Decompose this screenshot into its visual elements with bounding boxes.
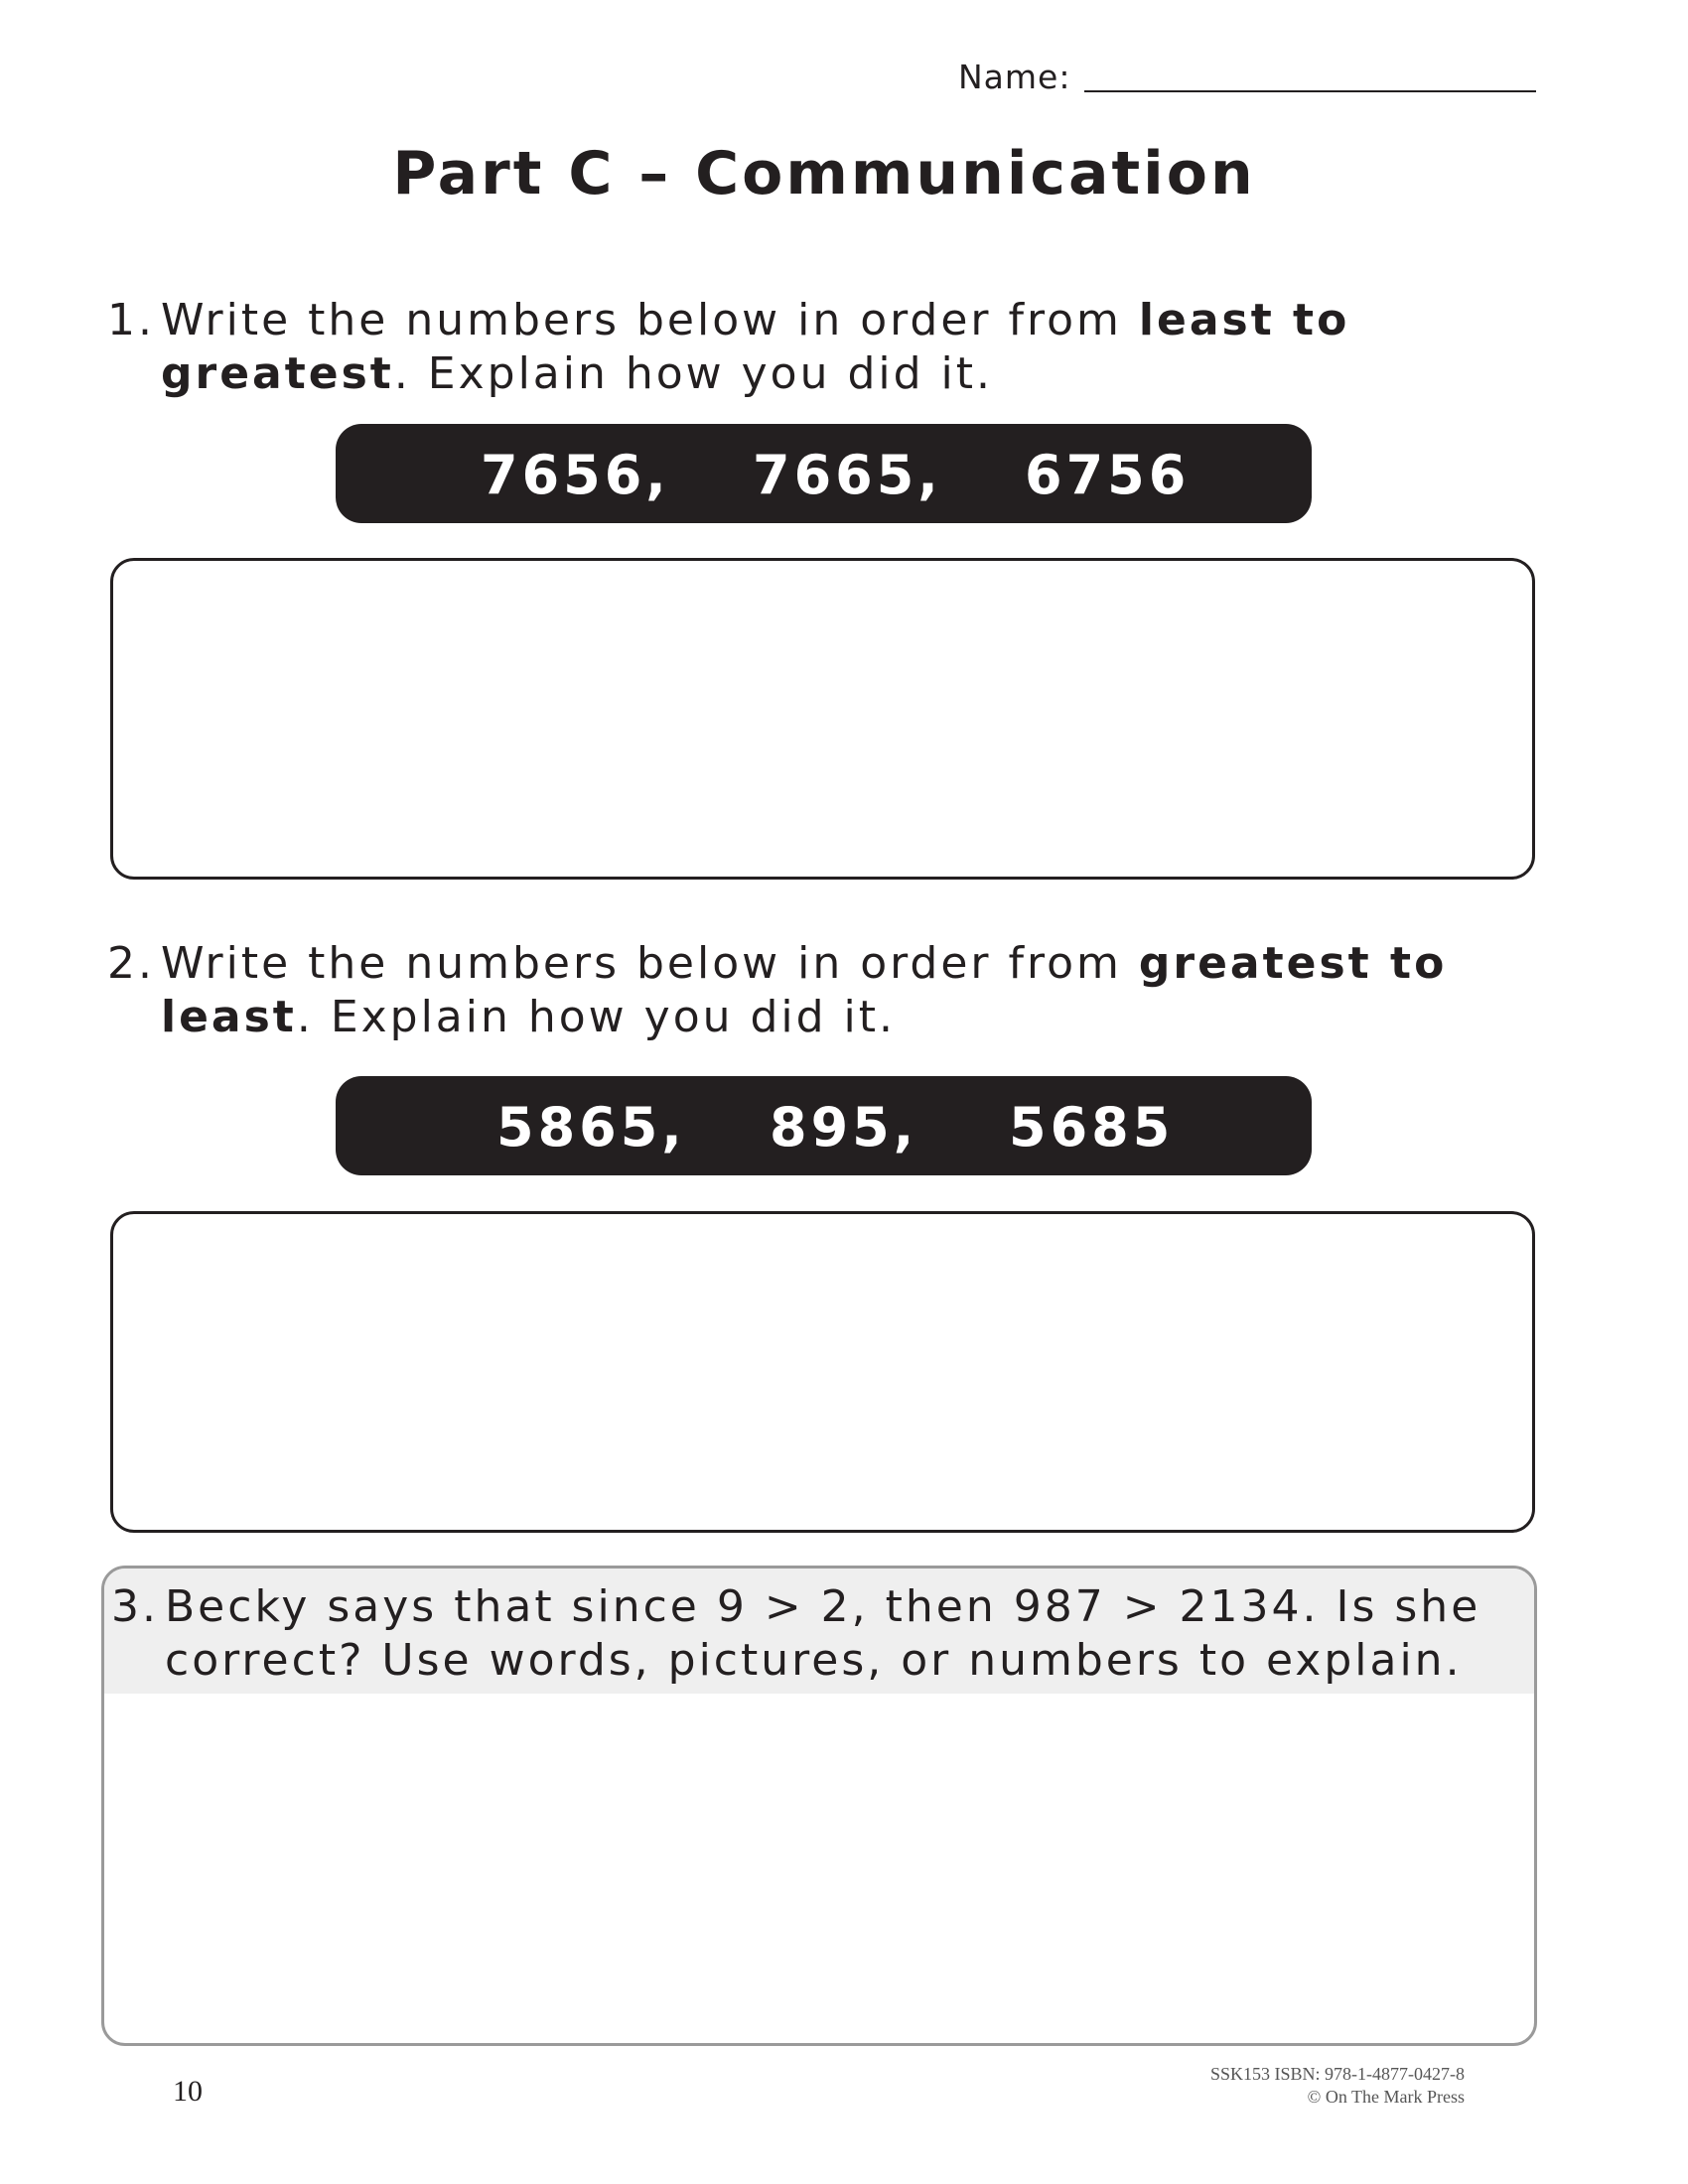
name-field[interactable] [958, 52, 1539, 101]
number-item: 5865, [496, 1096, 686, 1159]
number-item: 7656, [481, 444, 670, 506]
name-blank-line[interactable] [1084, 90, 1536, 92]
answer-box-2[interactable] [110, 1211, 1535, 1533]
name-label: Name: [958, 58, 1071, 96]
question-number: 2. [107, 938, 155, 989]
question-emphasis: greatest to least [161, 938, 1448, 1042]
number-item: 7665, [753, 444, 942, 506]
number-item: 5685 [1009, 1096, 1175, 1159]
number-set-1 [336, 424, 1312, 523]
question-number: 1. [107, 295, 155, 345]
number-item: 6756 [1025, 444, 1191, 506]
question-emphasis: least to greatest [161, 295, 1350, 399]
code-isbn: SSK153 ISBN: 978-1-4877-0427-8 [1209, 2064, 1465, 2084]
page-number: 10 [173, 2075, 203, 2108]
question-text-after: . Explain how you did it. [296, 992, 897, 1042]
copyright: © On The Mark Press [1307, 2087, 1465, 2107]
number-item: 895, [770, 1096, 918, 1159]
question-text-before: Write the numbers below in order from [161, 295, 1139, 345]
question-text-before: Write the numbers below in order from [161, 938, 1139, 989]
question-text: Becky says that since 9 > 2, then 987 > 2134. Is she correct? Use words, pictures, or numbers to explain. [165, 1581, 1481, 1686]
answer-box-1[interactable] [110, 558, 1535, 880]
question-number: 3. [111, 1581, 159, 1632]
number-set-2 [336, 1076, 1312, 1175]
question-text-after: . Explain how you did it. [393, 348, 993, 399]
page-title: Part C – Communication [392, 139, 1256, 208]
question-text [161, 294, 1531, 401]
footer-credits [1210, 2063, 1465, 2109]
question-text [161, 937, 1531, 1044]
answer-box-3[interactable] [101, 1566, 1537, 2046]
